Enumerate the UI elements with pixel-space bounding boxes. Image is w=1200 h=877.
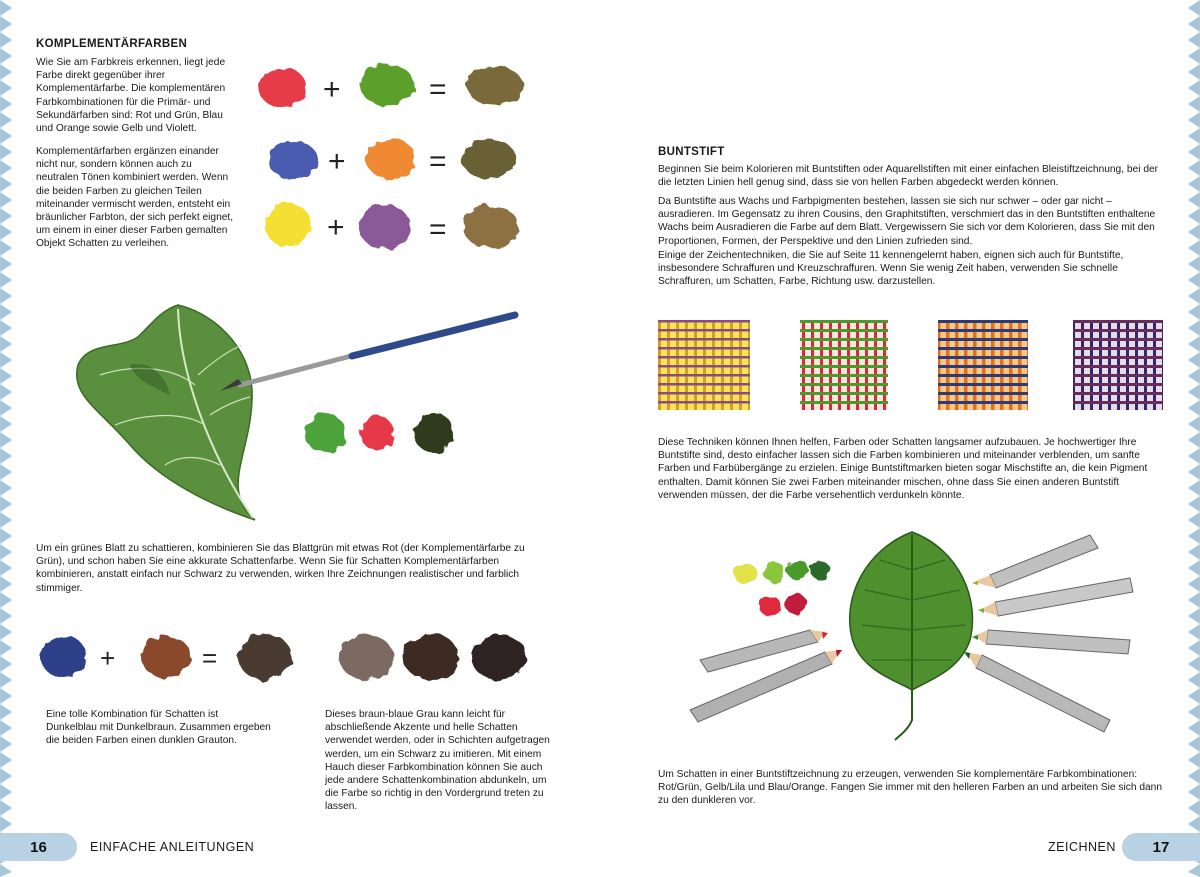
green-scribble: [897, 50, 967, 110]
equals-sign: =: [202, 643, 218, 673]
footer-section-label-right: ZEICHNEN: [1048, 840, 1116, 854]
dark-green-swatch: [414, 413, 454, 453]
red-green-hatching: [800, 320, 888, 410]
dark-blue-swatch: [41, 636, 87, 678]
yellow-violet-hatching: [658, 320, 750, 410]
leaf-caption: Um ein grünes Blatt zu schattieren, kombinieren Sie das Blattgrün mit etwas Rot (der Komplementärfarbe zu Grün), und schon haben Sie eine akkurate Schattenfarbe. Wenn Sie für Schatten Komplementärfarben kombinieren, anstatt einfach nur Schwarz zu verwenden, wirken Ihre Zeichnungen realistischer und farblich stimmiger.: [36, 543, 525, 594]
purple-scribble: [1064, 44, 1136, 112]
paint-brush: [220, 315, 515, 391]
complementary-swatch-chart: [255, 55, 525, 260]
pencils-leaf-illustration: [690, 520, 1150, 745]
olive-mix-swatch: [467, 66, 523, 106]
plus-sign: +: [100, 643, 116, 673]
blue-swatch: [268, 141, 318, 179]
blue-purple-hatching: [1073, 320, 1163, 410]
plus-sign: +: [328, 145, 346, 178]
light-grey-brown-swatch: [339, 634, 393, 680]
dark-green-swatch: [810, 561, 830, 579]
buntstift-paragraph-2: Da Buntstifte aus Wachs und Farbpigmenten bestehen, lassen sie sich nur schwer – oder gar nicht – ausradieren. Im Gegensatz zu ihren Cousins, den Graphitstiften, verschmiert das in den Buntstiften enthaltene Wachs beim Ausradieren die Farbe auf dem Blatt. Vergewissern Sie sich vor dem Kolorieren, dass Sie mit den Proportionen, Formen, der Perspektive und den Linien zufrieden sind.: [658, 196, 1156, 247]
olive-mix-swatch: [462, 139, 516, 179]
dark-grey-swatch: [238, 634, 292, 680]
medium-grey-brown-swatch: [403, 634, 459, 680]
page-number-right: 17: [1122, 833, 1200, 861]
dark-green-pencil: [964, 652, 1110, 732]
orange-swatch: [366, 139, 416, 179]
red-swatch: [259, 68, 307, 108]
cross-hatching-swatch-row: [658, 320, 1163, 412]
dark-red-swatch: [785, 594, 807, 614]
blue-scribble: [976, 48, 1056, 108]
red-swatch: [360, 416, 394, 450]
footer-section-label-left: EINFACHE ANLEITUNGEN: [90, 840, 255, 854]
equals-sign: =: [429, 213, 447, 246]
buntstift-paragraph-1: Beginnen Sie beim Kolorieren mit Buntstiften oder Aquarellstiften mit einer einfachen Bleistiftzeichnung, bei der die letzten Linien hell genug sind, dass sie von hellen Farben abgedeckt werden können.: [658, 164, 1159, 189]
green-swatch: [305, 413, 345, 453]
buntstift-paragraph-3: Einige der Zeichentechniken, die Sie auf Seite 11 kennengelernt haben, eignen sich auch für Buntstifte, insbesondere Schraffuren und Kreuzschraffuren. Wenn Sie wenig Zeit haben, verwenden Sie schnelle Schraffuren, um Schatten, Farbe, Richtung usw. darzustellen.: [658, 250, 1124, 288]
yellow-green-swatch: [734, 564, 758, 584]
shadow-swatch-chart: [36, 625, 536, 695]
watercolor-leaf: [77, 305, 255, 520]
buntstift-paragraph-4: Diese Techniken können Ihnen helfen, Farben oder Schatten langsamer aufzubauen. Je hochwertiger Ihre Buntstifte sind, desto einfacher lassen sich die Farben kombinieren und miteinander verblenden, um sanfte Farben und Farbübergänge zu erzielen. Einige Buntstiftmarken bieten sogar Mischstifte an, die kein Pigment enthalten. Damit können Sie zwei Farben miteinander mischen, ohne dass Sie einen anderen Buntstift verwenden müssen, der die Farbe versehentlich verdunkeln könnte.: [658, 437, 1148, 501]
shadow-caption-2: Dieses braun-blaue Grau kann leicht für abschließende Akzente und helle Schatten verwendet werden, oder in Schichten aufgetragen werden, um ein Schwarz zu imitieren. Mit einem Hauch dieser Farbkombination können Sie auch jede andere Schattenkombination abdunkeln, um die Farbe so richtig in den Vordergrund treten zu lassen.: [325, 709, 550, 813]
red-scribble: [660, 52, 732, 112]
page-number-left: 16: [0, 833, 77, 861]
violet-swatch: [359, 205, 411, 249]
orange-blue-hatching: [938, 320, 1028, 410]
green-pencil: [972, 630, 1130, 654]
buntstift-paragraph-5: Um Schatten in einer Buntstiftzeichnung zu erzeugen, verwenden Sie komplementäre Farbkombinationen: Rot/Grün, Gelb/Lila und Blau/Orange. Fangen Sie immer mit den helleren Farben an und arbeiten Sie sich dann zu den dunkleren vor.: [658, 769, 1163, 807]
plus-sign: +: [327, 211, 345, 244]
darkest-grey-brown-swatch: [471, 634, 527, 680]
light-green-swatch: [763, 562, 785, 582]
yellow-swatch: [265, 203, 311, 247]
yellow-green-pencil: [972, 535, 1098, 588]
crayon-scribble-row: [660, 40, 1150, 130]
right-zigzag-border: [1188, 0, 1200, 877]
green-swatch: [787, 560, 809, 580]
heading-komplementaerfarben: KOMPLEMENTÄRFARBEN: [36, 38, 188, 50]
orange-scribble: [741, 55, 815, 115]
red-swatch: [759, 596, 781, 616]
dark-brown-swatch: [141, 636, 191, 678]
equals-sign: =: [429, 73, 447, 106]
left-zigzag-border: [0, 0, 12, 877]
equals-sign: =: [429, 145, 447, 178]
yellow-scribble: [820, 46, 892, 110]
brown-mix-swatch: [463, 206, 519, 248]
green-swatch: [360, 64, 414, 106]
intro-paragraph-1: Wie Sie am Farbkreis erkennen, liegt jede Farbe direkt gegenüber ihrer Komplementärfarbe. Die komplementären Farbkombinationen für die Primär- und Sekundärfarben sind: Rot und Grün, Blau und Orange sowie Gelb und Violett.: [36, 57, 226, 135]
heading-buntstift: BUNTSTIFT: [658, 146, 725, 158]
shadow-caption-1: Eine tolle Kombination für Schatten ist Dunkelblau mit Dunkelbraun. Zusammen ergeben die beiden Farben einen dunklen Grauton.: [46, 709, 271, 747]
intro-paragraph-2: Komplementärfarben ergänzen einander nicht nur, sondern können auch zu neutralen Tönen kombiniert werden. Wenn die beiden Farben zu gleichen Teilen miteinander vermischt werden, entsteht ein bräunlicher Farbton, der sich perfekt eignet, um einem in einer dieser Farben gemalten Objekt Schatten zu verleihen.: [36, 146, 234, 250]
leaf-brush-illustration: [70, 305, 520, 525]
plus-sign: +: [323, 73, 341, 106]
